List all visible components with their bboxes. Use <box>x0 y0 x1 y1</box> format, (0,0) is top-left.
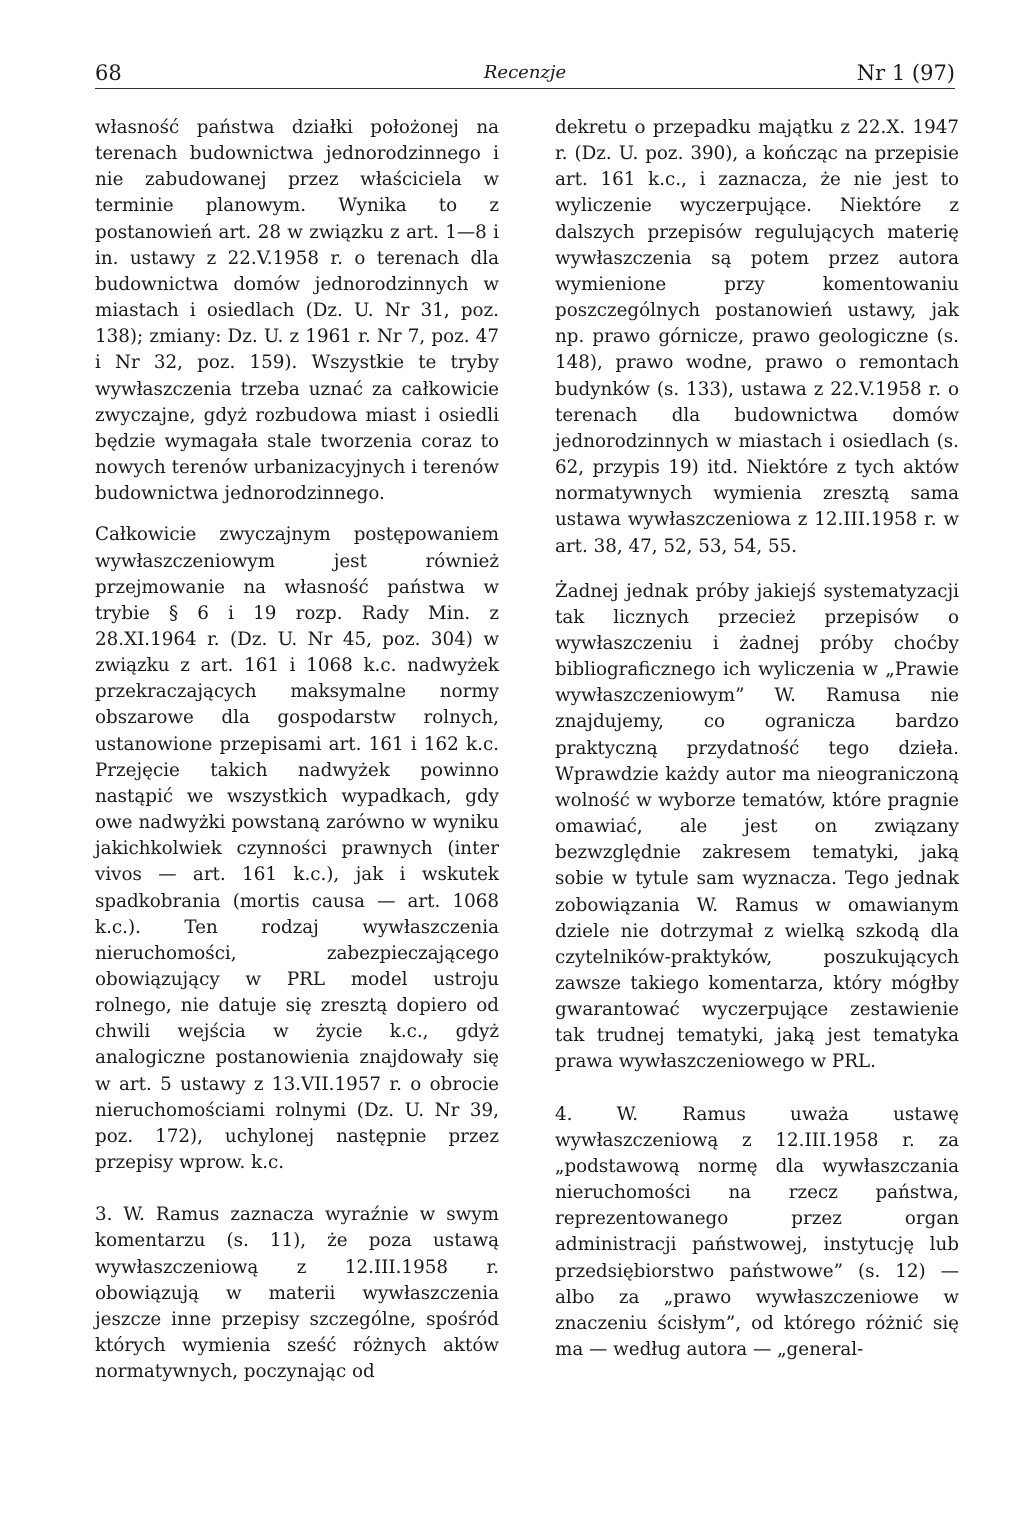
running-title: Recenzje <box>483 62 567 83</box>
page-header <box>95 58 955 89</box>
paragraph: dekretu o przepadku majątku z 22.X. 1947 r. (Dz. U. poz. 390), a kończąc na przepisie art. 161 k.c., i zaznacza, że nie jest to wyliczenie wyczerpujące. Niektóre z dalszych przepisów regulujących materię wywłaszczenia są potem przez autora wymienione przy komentowaniu poszczególnych postanowień ustawy, jak np. prawo górnicze, prawo geologiczne (s. 148), prawo wodne, prawo o remontach budynków (s. 133), ustawa z 22.V.1958 r. o terenach dla budownictwa domów jednorodzinnych w miastach i osiedlach (s. 62, przypis 19) itd. Niektóre z tych aktów normatywnych wymienia zresztą sama ustawa wywłaszczeniowa z 12.III.1958 r. w art. 38, 47, 52, 53, 54, 55. <box>555 117 959 557</box>
paragraph: 3. W. Ramus zaznacza wyraźnie w swym komentarzu (s. 11), że poza ustawą wywłaszczeniową z 12.III.1958 r. obowiązują w materii wywłaszczenia jeszcze inne przepisy szczególne, spośród których wymienia sześć różnych aktów normatywnych, poczynając od <box>95 1204 499 1383</box>
page-number: 68 <box>95 61 122 85</box>
issue-number: Nr 1 (97) <box>856 61 955 85</box>
left-column <box>95 115 499 1385</box>
right-column <box>555 115 959 1363</box>
paragraph: Żadnej jednak próby jakiejś systematyzacji tak licznych przecież przepisów o wywłaszczeniu i żadnej próby choćby bibliograficznego ich wyliczenia w „Prawie wywłaszczeniowym” W. Ramusa nie znajdujemy, co ogranicza bardzo praktyczną przydatność tego dzieła. Wprawdzie każdy autor ma nieograniczoną wolność w wyborze tematów, które pragnie omawiać, ale jest on związany bezwzględnie zakresem tematyki, jaką sobie w tytule sam wyznacza. Tego jednak zobowiązania W. Ramus w omawianym dziele nie dotrzymał z wielką szkodą dla czytelników-praktyków, poszukujących zawsze takiego komentarza, który mógłby gwarantować wyczerpujące zestawienie tak trudnej tematyki, jaką jest tematyka prawa wywłaszczeniowego w PRL. <box>555 580 959 1073</box>
paragraph: Całkowicie zwyczajnym postępowaniem wywłaszczeniowym jest również przejmowanie na własność państwa w trybie § 6 i 19 rozp. Rady Min. z 28.XI.1964 r. (Dz. U. Nr 45, poz. 304) w związku z art. 161 i 1068 k.c. nadwyżek przekraczających maksymalne normy obszarowe dla gospodarstw rolnych, ustanowione przepisami art. 161 i 162 k.c. Przejęcie takich nadwyżek powinno nastąpić we wszystkich wypadkach, gdy owe nadwyżki powstaną zarówno w wyniku jakichkolwiek czynności prawnych (inter vivos — art. 161 k.c.), jak i wskutek spadkobrania (mortis causa — art. 1068 k.c.). Ten rodzaj wywłaszczenia nieruchomości, zabezpieczającego obowiązujący w PRL model ustroju rolnego, nie datuje się zresztą dopiero od chwili wejścia w życie k.c., gdyż analogiczne postanowienia znajdowały się w art. 5 ustawy z 13.VII.1957 r. o obrocie nieruchomościami rolnymi (Dz. U. Nr 39, poz. 172), uchylonej następnie przez przepisy wprow. k.c. <box>95 524 499 1174</box>
paragraph: własność państwa działki położonej na terenach budownictwa jednorodzinnego i nie zabudowanej przez właściciela w terminie planowym. Wynika to z postanowień art. 28 w związku z art. 1—8 i in. ustawy z 22.V.1958 r. o terenach dla budownictwa domów jednorodzinnych w miastach i osiedlach (Dz. U. Nr 31, poz. 138); zmiany: Dz. U. z 1961 r. Nr 7, poz. 47 i Nr 32, poz. 159). Wszystkie te tryby wywłaszczenia trzeba uznać za całkowicie zwyczajne, gdyż rozbudowa miast i osiedli będzie wymagała stale tworzenia coraz to nowych terenów urbanizacyjnych i terenów budownictwa jednorodzinnego. <box>95 117 499 505</box>
paragraph: 4. W. Ramus uważa ustawę wywłaszczeniową z 12.III.1958 r. za „podstawową normę dla wywłaszczania nieruchomości na rzecz państwa, reprezentowanego przez organ administracji państwowej, instytucję lub przedsiębiorstwo państwowe” (s. 12) — albo za „prawo wywłaszczeniowe w znaczeniu ścisłym”, od którego różnić się ma — według autora — „general- <box>555 1103 959 1361</box>
